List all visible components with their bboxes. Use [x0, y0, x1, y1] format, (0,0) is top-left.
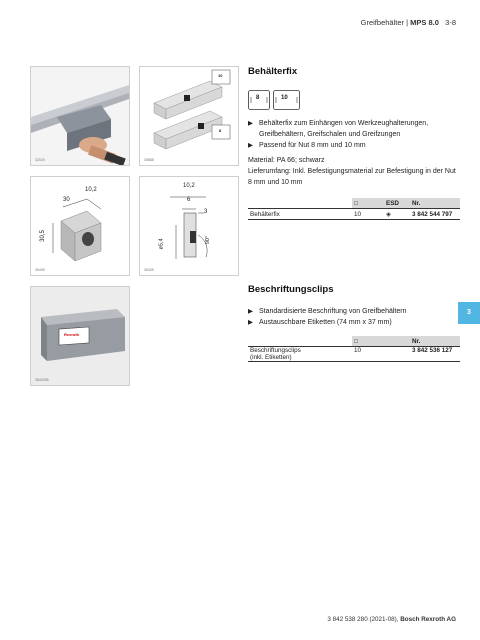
image-id: 35888: [144, 158, 154, 162]
row-part-number: 3 842 536 127: [412, 347, 453, 354]
slot-10: 10: [281, 95, 288, 101]
col-esd: ESD: [384, 198, 410, 209]
row-name: Beschriftungsclips (inkl. Etiketten): [250, 347, 301, 361]
dim-bore: ø5,4: [158, 238, 165, 250]
bullet-arrow-icon: ▶: [248, 308, 253, 315]
dim-depth: 30: [63, 197, 70, 203]
table-row: [248, 209, 460, 220]
section-title-beschriftungsclips: Beschriftungsclips: [248, 284, 334, 295]
esd-icon: ◈: [386, 210, 391, 218]
table-row: [248, 347, 460, 362]
footer-doc-number: 3 842 538 280 (2021-08),: [327, 616, 399, 623]
iso-clip-graphic: [31, 177, 129, 275]
row-qty: 10: [354, 347, 362, 354]
bullet-item: ▶ Standardisierte Beschriftung von Greifbehältern: [248, 308, 407, 315]
bullet-arrow-icon: ▶: [248, 319, 253, 326]
section-title-behaelterfix: Behälterfix: [248, 66, 298, 77]
col-nr: Nr.: [410, 198, 460, 209]
dim-3: 3: [204, 209, 208, 215]
badge-top: 10: [218, 73, 223, 78]
row-name: Behälterfix: [250, 210, 280, 218]
row-qty: 10: [354, 210, 362, 218]
table-header: [248, 336, 460, 347]
row-part-number: 3 842 544 797: [412, 210, 453, 218]
behaelterfix-table: [248, 198, 460, 220]
header-product: MPS 8.0: [410, 18, 439, 27]
bullet-arrow-icon: ▶: [248, 120, 253, 127]
bullet-item: ▶ Passend für Nut 8 mm und 10 mm: [248, 142, 366, 149]
rexroth-logo: Rexroth: [64, 332, 80, 337]
chapter-tab[interactable]: 3: [458, 302, 480, 324]
dim-height: 30,5: [39, 230, 46, 242]
col-nr: Nr.: [410, 336, 460, 347]
badge-bottom: 8: [219, 128, 222, 133]
clips-bullets: [248, 306, 460, 328]
page-header: [361, 18, 456, 27]
image-id: 32020: [35, 158, 45, 162]
dimension-drawing-iso: [30, 176, 130, 276]
image-id: 3842535: [35, 378, 49, 382]
product-photo-label-clip: [30, 286, 130, 386]
bullet-item: ▶ Behälterfix zum Einhängen von Werkzeughalterungen, Greifbehältern, Greifschalen und Greifzungen: [248, 120, 429, 138]
image-id: 35405: [144, 268, 154, 272]
bullet-item: ▶ Austauschbare Etiketten (74 mm x 37 mm): [248, 319, 392, 326]
clips-table: [248, 336, 460, 362]
pack-icon: □: [352, 198, 384, 209]
page-footer: [327, 616, 456, 623]
slot-8: 8: [256, 95, 260, 101]
rail-photo-graphic: [31, 67, 129, 165]
table-header: [248, 198, 460, 209]
header-section: Greifbehälter |: [360, 18, 409, 27]
footer-company: Bosch Rexroth AG: [400, 616, 456, 623]
dim-angle: 90°: [205, 235, 212, 245]
side-clip-graphic: [140, 177, 238, 275]
image-id: 35405: [35, 268, 45, 272]
dim-top: 10,2: [183, 183, 195, 189]
pack-icon: □: [352, 336, 384, 347]
header-page: 3-8: [445, 18, 456, 27]
profiles-graphic: [140, 67, 238, 165]
behaelterfix-material: Material: PA 66; schwarz: [248, 157, 325, 164]
bin-photo-graphic: [31, 287, 129, 385]
behaelterfix-scope: Lieferumfang: Inkl. Befestigungsmaterial zur Befestigung in der Nut 8 mm und 10 mm: [248, 168, 456, 186]
bullet-arrow-icon: ▶: [248, 142, 253, 149]
dim-width: 10,2: [85, 187, 97, 193]
dim-6: 6: [187, 197, 191, 203]
slot-size-icons: [248, 90, 300, 110]
product-photo-rail: [30, 66, 130, 166]
dimension-drawing-side: [139, 176, 239, 276]
product-drawing-profiles: [139, 66, 239, 166]
behaelterfix-bullets: [248, 118, 460, 151]
